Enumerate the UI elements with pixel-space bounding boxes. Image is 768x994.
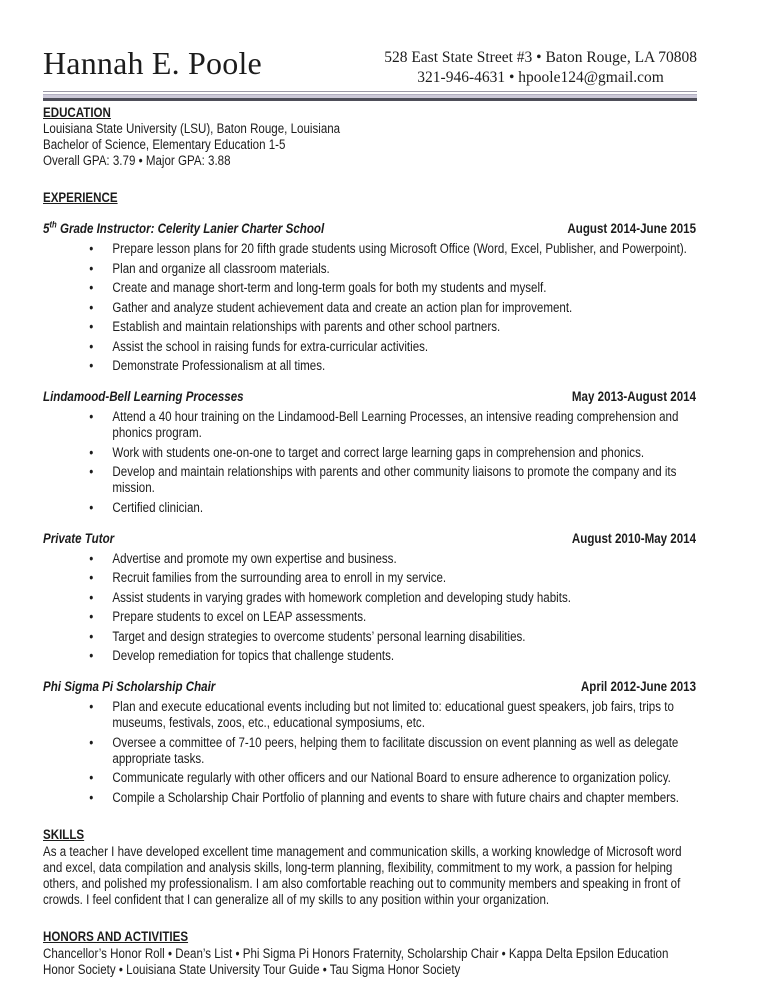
section-honors	[43, 928, 696, 978]
bullet-text: Attend a 40 hour training on the Lindamood-Bell Learning Processes, an intensive reading comprehension and phonics program.	[112, 409, 679, 440]
bullet-dot: •	[89, 789, 94, 805]
bullet-dot: •	[89, 770, 94, 785]
job-title: Private Tutor	[43, 530, 115, 546]
education-gpa: Overall GPA: 3.79 • Major GPA: 3.88	[43, 153, 231, 168]
section-experience	[43, 189, 696, 806]
bullet-item	[43, 500, 696, 516]
job-head	[43, 220, 696, 237]
job-title: Phi Sigma Pi Scholarship Chair	[43, 679, 216, 694]
bullet-dot: •	[89, 734, 94, 750]
bullet-text: Prepare lesson plans for 20 fifth grade students using Microsoft Office (Word, Excel, Publisher, and Powerpoint).	[112, 241, 687, 256]
bullet-dot: •	[89, 699, 94, 714]
job-dates: May 2013-August 2014	[571, 389, 697, 404]
bullet-text: Plan and organize all classroom materials.	[112, 260, 330, 276]
bullet-item	[43, 648, 696, 664]
bullet-item	[43, 629, 696, 645]
divider-thick-band	[43, 94, 697, 101]
job-dates: April 2012-June 2013	[580, 679, 697, 694]
bullet-item	[43, 409, 696, 441]
bullet-dot: •	[89, 648, 94, 663]
bullet-text: Communicate regularly with other officers and our National Board to ensure adherence to organization policy.	[112, 770, 671, 785]
bullet-item	[43, 699, 696, 731]
bullet-text: Assist students in varying grades with homework completion and developing study habits.	[112, 589, 571, 605]
resume-header	[43, 46, 697, 87]
bullet-dot: •	[89, 358, 94, 373]
bullet-dot: •	[89, 260, 94, 276]
bullet-item	[43, 445, 696, 461]
job-title: Lindamood-Bell Learning Processes	[43, 389, 244, 404]
bullet-text: Create and manage short-term and long-term goals for both my students and myself.	[112, 280, 547, 295]
bullet-item	[43, 790, 696, 806]
job-bullets	[43, 551, 696, 665]
resume-name: Hannah E. Poole	[43, 45, 262, 81]
job-title-ordinal: th	[49, 219, 57, 230]
education-heading: EDUCATION	[43, 105, 111, 120]
job-dates: August 2010-May 2014	[571, 530, 697, 546]
job-celerity-lanier	[43, 220, 696, 374]
bullet-text: Assist the school in raising funds for extra-curricular activities.	[112, 338, 429, 354]
job-title-number: 5	[43, 221, 50, 236]
bullet-dot: •	[89, 280, 94, 295]
bullet-dot: •	[89, 338, 94, 354]
job-head	[43, 678, 696, 695]
bullet-text: Oversee a committee of 7-10 peers, helping them to facilitate discussion on event planning as well as delegate appropriate tasks.	[112, 734, 679, 766]
bullet-text: Work with students one-on-one to target and correct large learning gaps in comprehension and phonics.	[112, 444, 645, 460]
skills-heading: SKILLS	[43, 826, 85, 842]
bullet-item	[43, 609, 696, 625]
skills-paragraph: As a teacher I have developed excellent time management and communication skills, a working knowledge of Microsoft word and excel, data compilation and analysis skills, long-term planning, flexibility, commitment to my work, a passion for helping others, and polished my professionalism. I am also comfortable reaching out to community members and speaking in front of crowds. I feel confident that I can generalize all of my skills to any position within your organization.	[43, 843, 682, 907]
bullet-dot: •	[89, 409, 94, 424]
bullet-text: Certified clinician.	[112, 499, 204, 515]
bullet-dot: •	[89, 499, 94, 515]
bullet-text: Develop remediation for topics that challenge students.	[112, 648, 395, 663]
bullet-text: Recruit families from the surrounding area to enroll in my service.	[112, 570, 447, 585]
job-private-tutor	[43, 530, 696, 665]
bullet-item	[43, 319, 696, 335]
bullet-item	[43, 590, 696, 606]
job-head	[43, 388, 696, 405]
job-title	[43, 220, 324, 237]
bullet-dot: •	[89, 570, 94, 585]
bullet-text: Plan and execute educational events including but not limited to: educational guest speakers, job fairs, trips to museums, festivals, zoos, etc., educational symposiums, etc.	[112, 699, 674, 730]
bullet-dot: •	[89, 550, 94, 566]
job-phi-sigma-pi	[43, 678, 696, 806]
contact-address: 528 East State Street #3 • Baton Rouge, LA 70808	[384, 49, 697, 66]
bullet-text: Gather and analyze student achievement data and create an action plan for improvement.	[112, 299, 573, 315]
job-bullets	[43, 409, 696, 516]
bullet-text: Target and design strategies to overcome students’ personal learning disabilities.	[112, 628, 526, 644]
header-divider-rule	[43, 91, 697, 101]
contact-phone-email: 321-946-4631 • hpoole124@gmail.com	[417, 68, 664, 86]
bullet-dot: •	[89, 628, 94, 644]
bullet-text: Demonstrate Professionalism at all times.	[112, 358, 326, 373]
bullet-dot: •	[89, 299, 94, 315]
bullet-item	[43, 735, 696, 767]
bullet-item	[43, 339, 696, 355]
education-degree: Bachelor of Science, Elementary Education 1-5	[43, 137, 286, 152]
bullet-dot: •	[89, 589, 94, 605]
bullet-item	[43, 280, 696, 296]
job-dates: August 2014-June 2015	[567, 221, 697, 236]
bullet-dot: •	[89, 464, 94, 479]
bullet-text: Compile a Scholarship Chair Portfolio of planning and events to share with future chairs and chapter members.	[112, 789, 679, 805]
bullet-item	[43, 358, 696, 374]
job-bullets	[43, 241, 696, 374]
bullet-dot: •	[89, 609, 94, 624]
section-education	[43, 104, 696, 169]
experience-heading: EXPERIENCE	[43, 190, 118, 205]
bullet-dot: •	[89, 444, 94, 460]
bullet-text: Prepare students to excel on LEAP assessments.	[112, 609, 367, 624]
job-title-text: Grade Instructor: Celerity Lanier Charter School	[56, 221, 325, 236]
job-bullets	[43, 699, 696, 806]
bullet-item	[43, 261, 696, 277]
bullet-dot: •	[89, 241, 94, 256]
honors-heading: HONORS AND ACTIVITIES	[43, 928, 189, 944]
bullet-item	[43, 241, 696, 257]
education-school: Louisiana State University (LSU), Baton Rouge, Louisiana	[43, 121, 341, 136]
bullet-item	[43, 464, 696, 496]
bullet-item	[43, 551, 696, 567]
bullet-item	[43, 570, 696, 586]
bullet-dot: •	[89, 319, 94, 334]
contact-block	[384, 46, 697, 87]
bullet-item	[43, 770, 696, 786]
job-lindamood-bell	[43, 388, 696, 516]
honors-text: Chancellor’s Honor Roll • Dean’s List • Phi Sigma Pi Honors Fraternity, Scholarship Chair • Kappa Delta Epsilon Education Honor Society • Louisiana State University Tour Guide • Tau Sigma Honor Society	[43, 945, 669, 977]
resume-body	[43, 104, 696, 978]
bullet-text: Develop and maintain relationships with parents and other community liaisons to promote the company and its mission.	[112, 464, 677, 495]
bullet-item	[43, 300, 696, 316]
section-skills	[43, 826, 696, 908]
job-head	[43, 530, 696, 547]
bullet-text: Advertise and promote my own expertise and business.	[112, 550, 397, 566]
bullet-text: Establish and maintain relationships with parents and other school partners.	[112, 319, 501, 334]
